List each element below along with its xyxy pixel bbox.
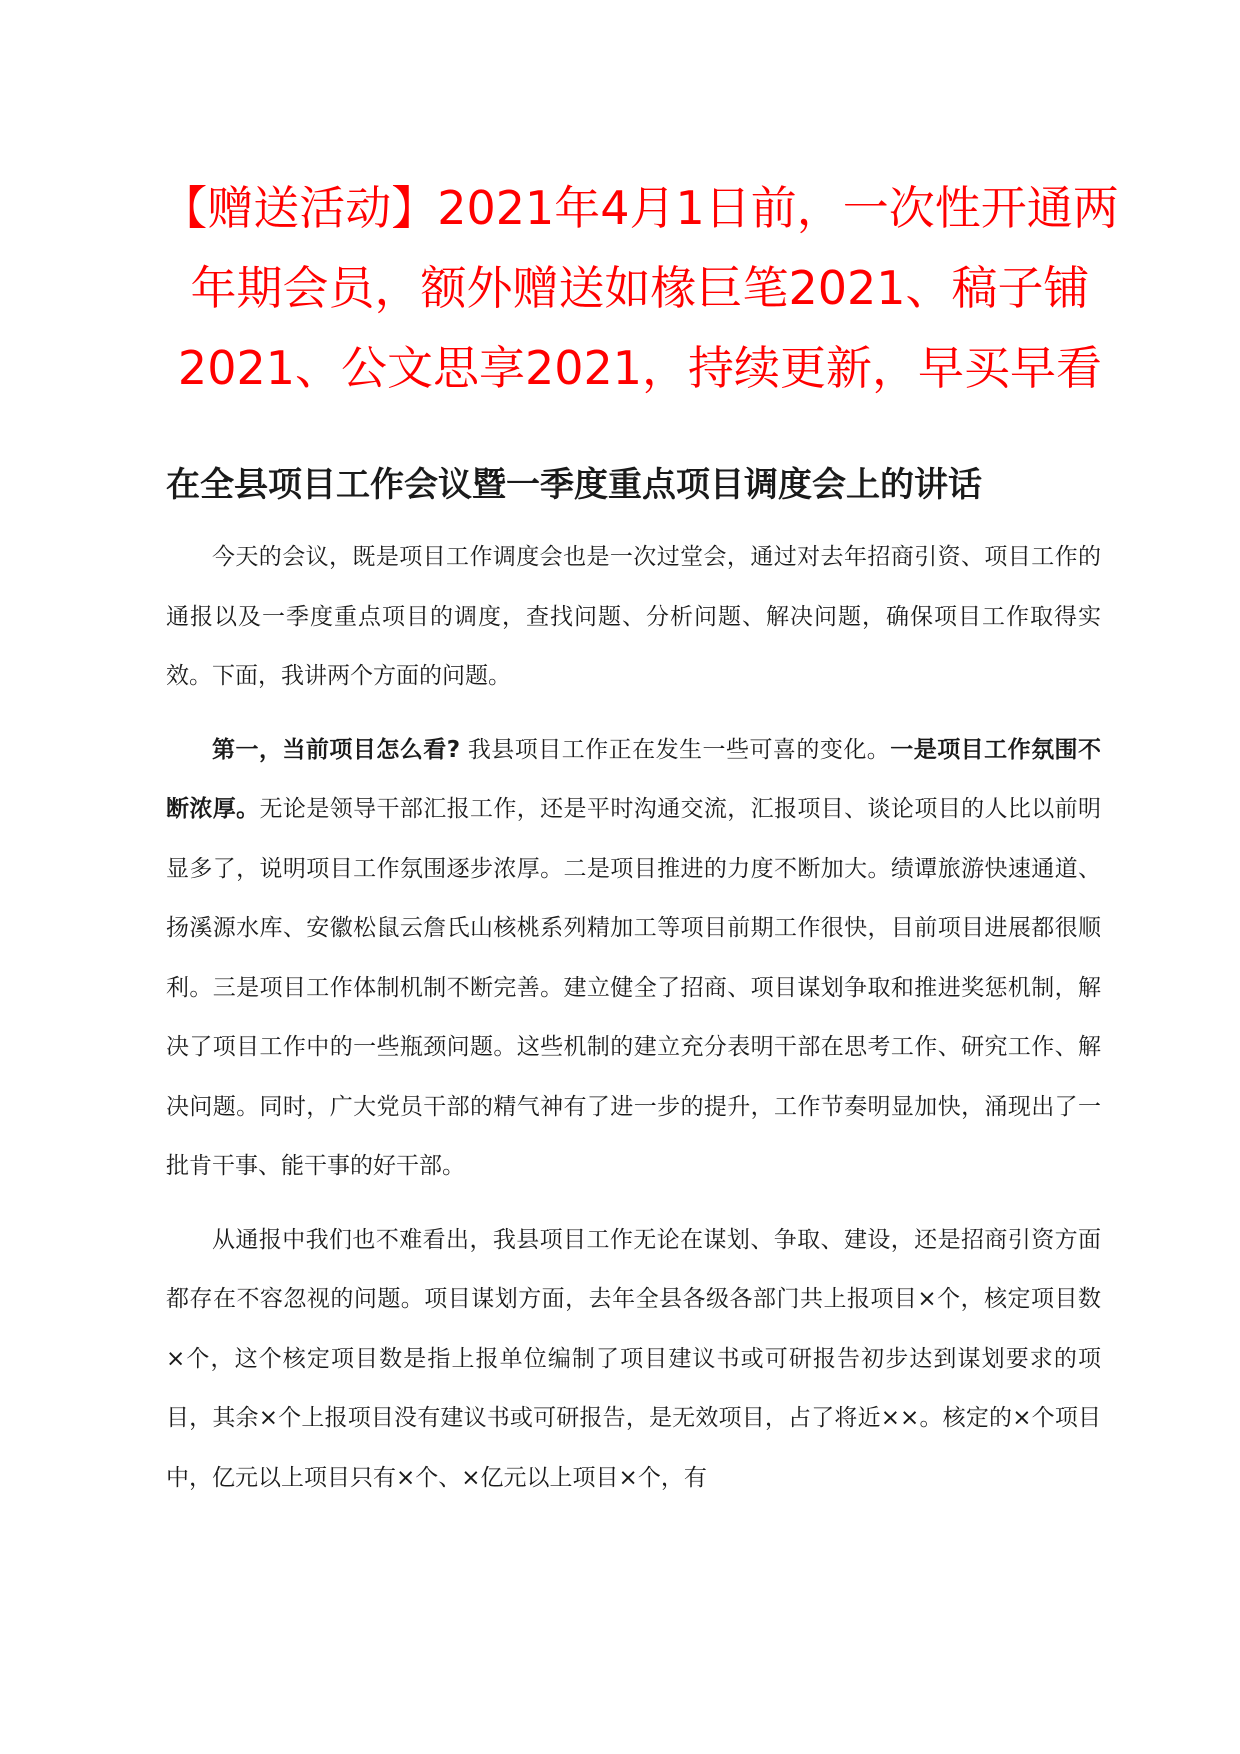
subheading-atmosphere: 一是项目工作氛围不断浓厚。 (166, 736, 1101, 822)
paragraph-text: 无论是领导干部汇报工作，还是平时沟通交流，汇报项目、谈论项目的人比以前明显多了，说明项目工作氛围逐步浓厚。二是项目推进的力度不断加大。绩谭旅游快速通道、扬溪源水库、安徽松鼠云詹氏山核桃系列精加工等项目前期工作很快，目前项目进展都很顺利。三是项目工作体制机制不断完善。建立健全了招商、项目谋划争取和推进奖惩机制，解决了项目工作中的一些瓶颈问题。这些机制的建立充分表明干部在思考工作、研究工作、解决问题。同时，广大党员干部的精气神有了进一步的提升，工作节奏明显加快，涌现出了一批肯干事、能干事的好干部。 (166, 796, 1102, 1179)
promo-banner (140, 168, 1140, 408)
document-body (166, 528, 1101, 1522)
promo-line: 年期会员，额外赠送如椽巨笔2021、稿子铺 (190, 261, 1090, 315)
paragraph-text: 我县项目工作正在发生一些可喜的变化。 (467, 736, 891, 763)
promo-line: 【赠送活动】2021年4月1日前，一次性开通两 (161, 181, 1119, 235)
paragraph-intro: 今天的会议，既是项目工作调度会也是一次过堂会，通过对去年招商引资、项目工作的通报以及一季度重点项目的调度，查找问题、分析问题、解决问题，确保项目工作取得实效。下面，我讲两个方面的问题。 (166, 544, 1101, 689)
heading-first-point: 第一，当前项目怎么看? (212, 736, 461, 763)
paragraph-first-point (166, 721, 1101, 1197)
paragraph-problems: 从通报中我们也不难看出，我县项目工作无论在谋划、争取、建设，还是招商引资方面都存在不容忽视的问题。项目谋划方面，去年全县各级各部门共上报项目×个，核定项目数×个，这个核定项目数是指上报单位编制了项目建议书或可研报告初步达到谋划要求的项目，其余×个上报项目没有建议书或可研报告，是无效项目，占了将近××。核定的×个项目中，亿元以上项目只有×个、×亿元以上项目×个，有 (166, 1226, 1101, 1491)
promo-line: 2021、公文思享2021，持续更新，早买早看 (177, 341, 1103, 395)
document-title: 在全县项目工作会议暨一季度重点项目调度会上的讲话 (166, 465, 982, 505)
